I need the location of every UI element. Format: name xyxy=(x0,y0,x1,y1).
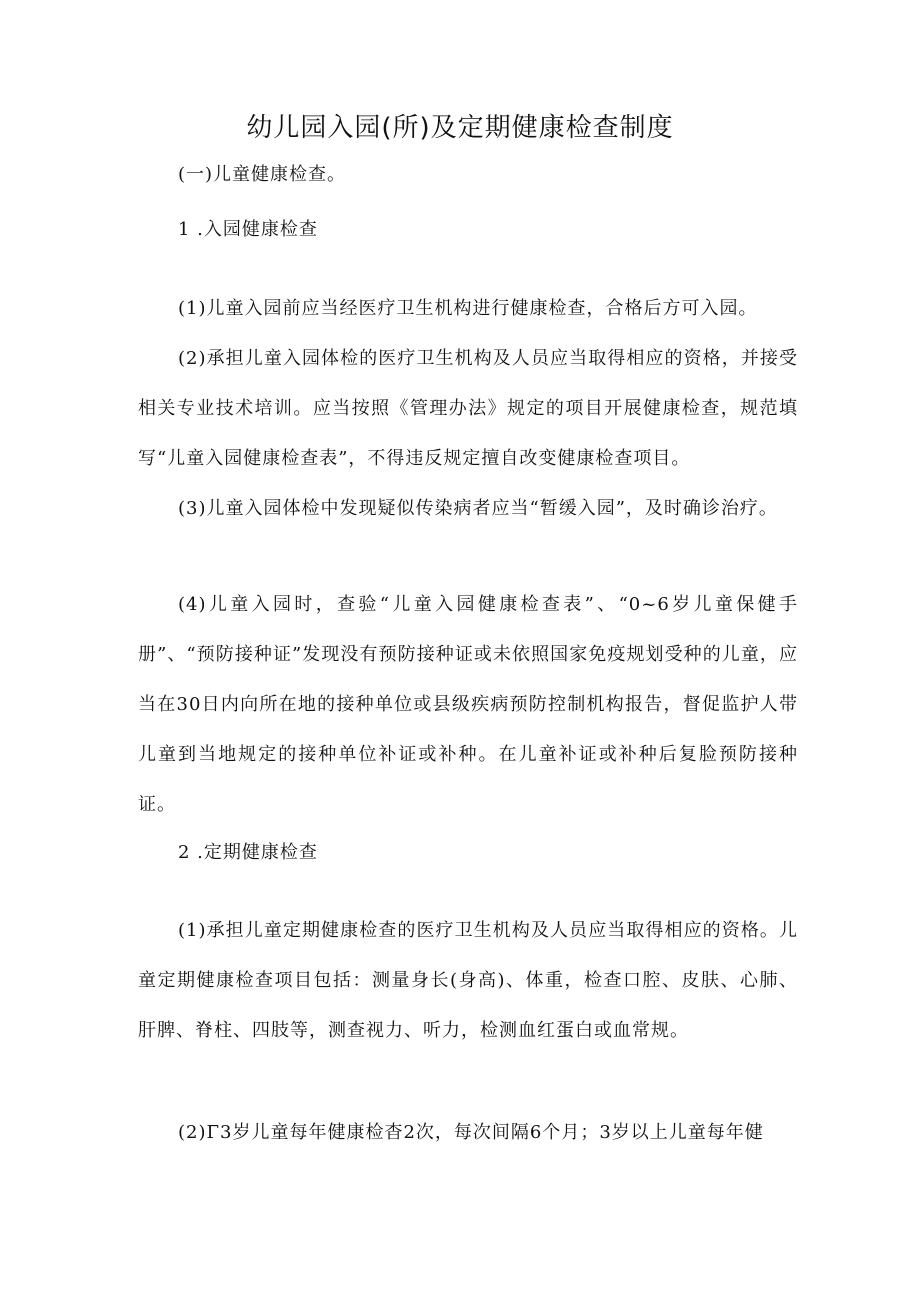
paragraph-2-2: (2)Γ3岁儿童每年健康检杳2次，每次间隔6个月；3岁以上儿童每年健 xyxy=(178,1122,764,1143)
paragraph-1-2: (2)承担儿童入园体检的医疗卫生机构及人员应当取得相应的资格，并接受相关专业技术培训。应当按照《管理办法》规定的项目开展健康检查，规范填写“儿童入园健康检查表”，不得违反规定擅自改变健康检查项目。 xyxy=(138,348,798,469)
paragraph-1-1: (1)儿童入园前应当经医疗卫生机构进行健康检查，合格后方可入园。 xyxy=(178,298,758,319)
subsection-heading-1: 1 .入园健康检查 xyxy=(178,219,318,240)
paragraph-1-4: (4)儿童入园时，查验“儿童入园健康检查表”、“0~6岁儿童保健手册”、“预防接种证”发现没有预防接种证或未依照国家免疫规划受种的儿童，应当在30日内向所在地的接种单位或县级疾病预防控制机构报告，督促监护人带儿童到当地规定的接种单位补证或补种。在儿童补证或补种后复脸预防接种证。 xyxy=(138,594,798,815)
section-heading: (一)儿童健康检查。 xyxy=(178,164,347,185)
paragraph-1-3: (3)儿童入园体检中发现疑似传染病者应当“暂缓入园”，及时确诊治疗。 xyxy=(178,498,778,519)
paragraph-2-1: (1)承担儿童定期健康检查的医疗卫生机构及人员应当取得相应的资格。儿童定期健康检查项目包括：测量身长(身高)、体重，检查口腔、皮肤、心肺、肝脾、脊柱、四肢等，测查视力、听力，检测血红蛋白或血常规。 xyxy=(138,920,798,1041)
document-title: 幼儿园入园(所)及定期健康检查制度 xyxy=(246,113,674,143)
subsection-heading-2: 2 .定期健康检查 xyxy=(178,842,318,863)
